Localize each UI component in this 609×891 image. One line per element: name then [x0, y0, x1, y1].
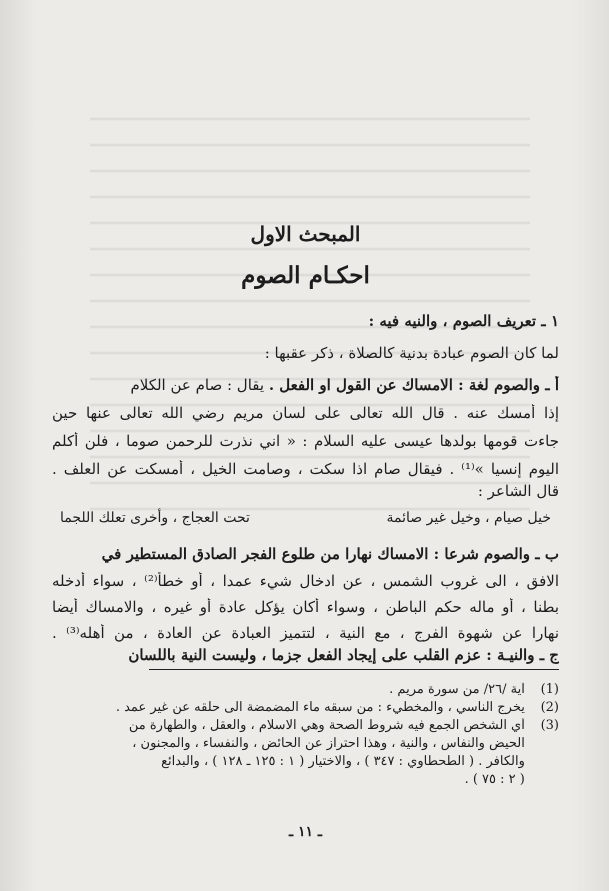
chapter-heading: المبحث الاول — [250, 222, 361, 246]
section-heading: ١ ـ تعريف الصوم ، والنيه فيه : — [368, 312, 559, 330]
footnote-3-line-3 — [52, 754, 559, 770]
footnote-number: (2) — [540, 700, 559, 715]
footnote-text: والكافر . ( الطحطاوي : ٣٤٧ ) ، والاختيار ( ١ : ١٢٥ ـ ١٢٨ ) ، والبدائع — [161, 754, 525, 769]
footnote-text: الحيض والنفاس ، والنية ، وهذا احتراز عن الحائض ، والنفساء ، والمجنون ، — [132, 736, 525, 751]
lang-def-line-4: اليوم إنسيا »⁽¹⁾ . فيقال صام اذا سكت ، وصامت الخيل ، أمسكت عن العلف . — [52, 460, 559, 478]
shar-def-line-3: بطنا ، أو ماله حكم الباطن ، وسواء أكان يؤكل عادة أو غيره ، والامساك أيضا — [52, 598, 559, 616]
footnote-text: ( ٢ : ٧٥ ) . — [464, 772, 525, 787]
poem-second-hemistich: تحت العجاج ، وأخرى تعلك اللجما — [60, 510, 250, 526]
page-content — [52, 0, 559, 891]
footnote-1 — [52, 682, 559, 698]
footnote-3 — [52, 718, 559, 734]
lang-def-line-2: إذا أمسك عنه . قال الله تعالى على لسان مريم رضي الله تعالى عنها حين — [52, 404, 559, 422]
footnote-3-line-2 — [52, 736, 559, 752]
poet-intro: قال الشاعر : — [477, 482, 559, 500]
lang-def-label: أ ـ والصوم لغة : الامساك عن القول او الفعل . — [268, 376, 559, 394]
footnote-separator — [149, 669, 559, 670]
lang-def-line-1 — [52, 376, 559, 394]
footnote-number: (1) — [540, 682, 559, 697]
shar-def-line-2: الافق ، الى غروب الشمس ، عن ادخال شيء عمدا ، أو خطأ⁽²⁾ ، سواء أدخله — [52, 572, 559, 590]
shar-def-line-1: ب ـ والصوم شرعا : الامساك نهارا من طلوع الفجر الصادق المستطير في — [101, 545, 559, 563]
footnote-2 — [52, 700, 559, 716]
intro-line: لما كان الصوم عبادة بدنية كالصلاة ، ذكر عقبها : — [264, 344, 559, 362]
niyya-line: ج ـ والنيـة : عزم القلب على إيجاد الفعل جزما ، وليست النية باللسان — [128, 646, 559, 664]
footnote-number: (3) — [540, 718, 559, 733]
shar-def-line-4: نهارا عن شهوة الفرج ، مع النية ، لتتميز العبادة عن العادة ، من أهله⁽³⁾ . — [52, 624, 559, 642]
footnote-text: يخرج الناسي ، والمخطيء : من سبقه ماء المضمضة الى حلقه عن غير عمد . — [115, 700, 525, 715]
lang-def-rest: يقال : صام عن الكلام — [130, 376, 265, 394]
footnote-text: آية /٢٦/ من سورة مريم . — [389, 682, 525, 697]
lang-def-line-3: جاءت قومها بولدها عيسى عليه السلام : « اني نذرت للرحمن صوما ، فلن أكلم — [52, 432, 559, 450]
footnote-text: أي الشخص الجمع فيه شروط الصحة وهي الاسلام ، والعقل ، والطهارة من — [128, 718, 525, 733]
page-number: ـ ١١ ـ — [288, 824, 322, 840]
chapter-title: احكـام الصوم — [241, 262, 370, 289]
footnote-3-line-4 — [52, 772, 559, 788]
poem-first-hemistich: خيل صيام ، وخيل غير صائمة — [386, 510, 551, 526]
